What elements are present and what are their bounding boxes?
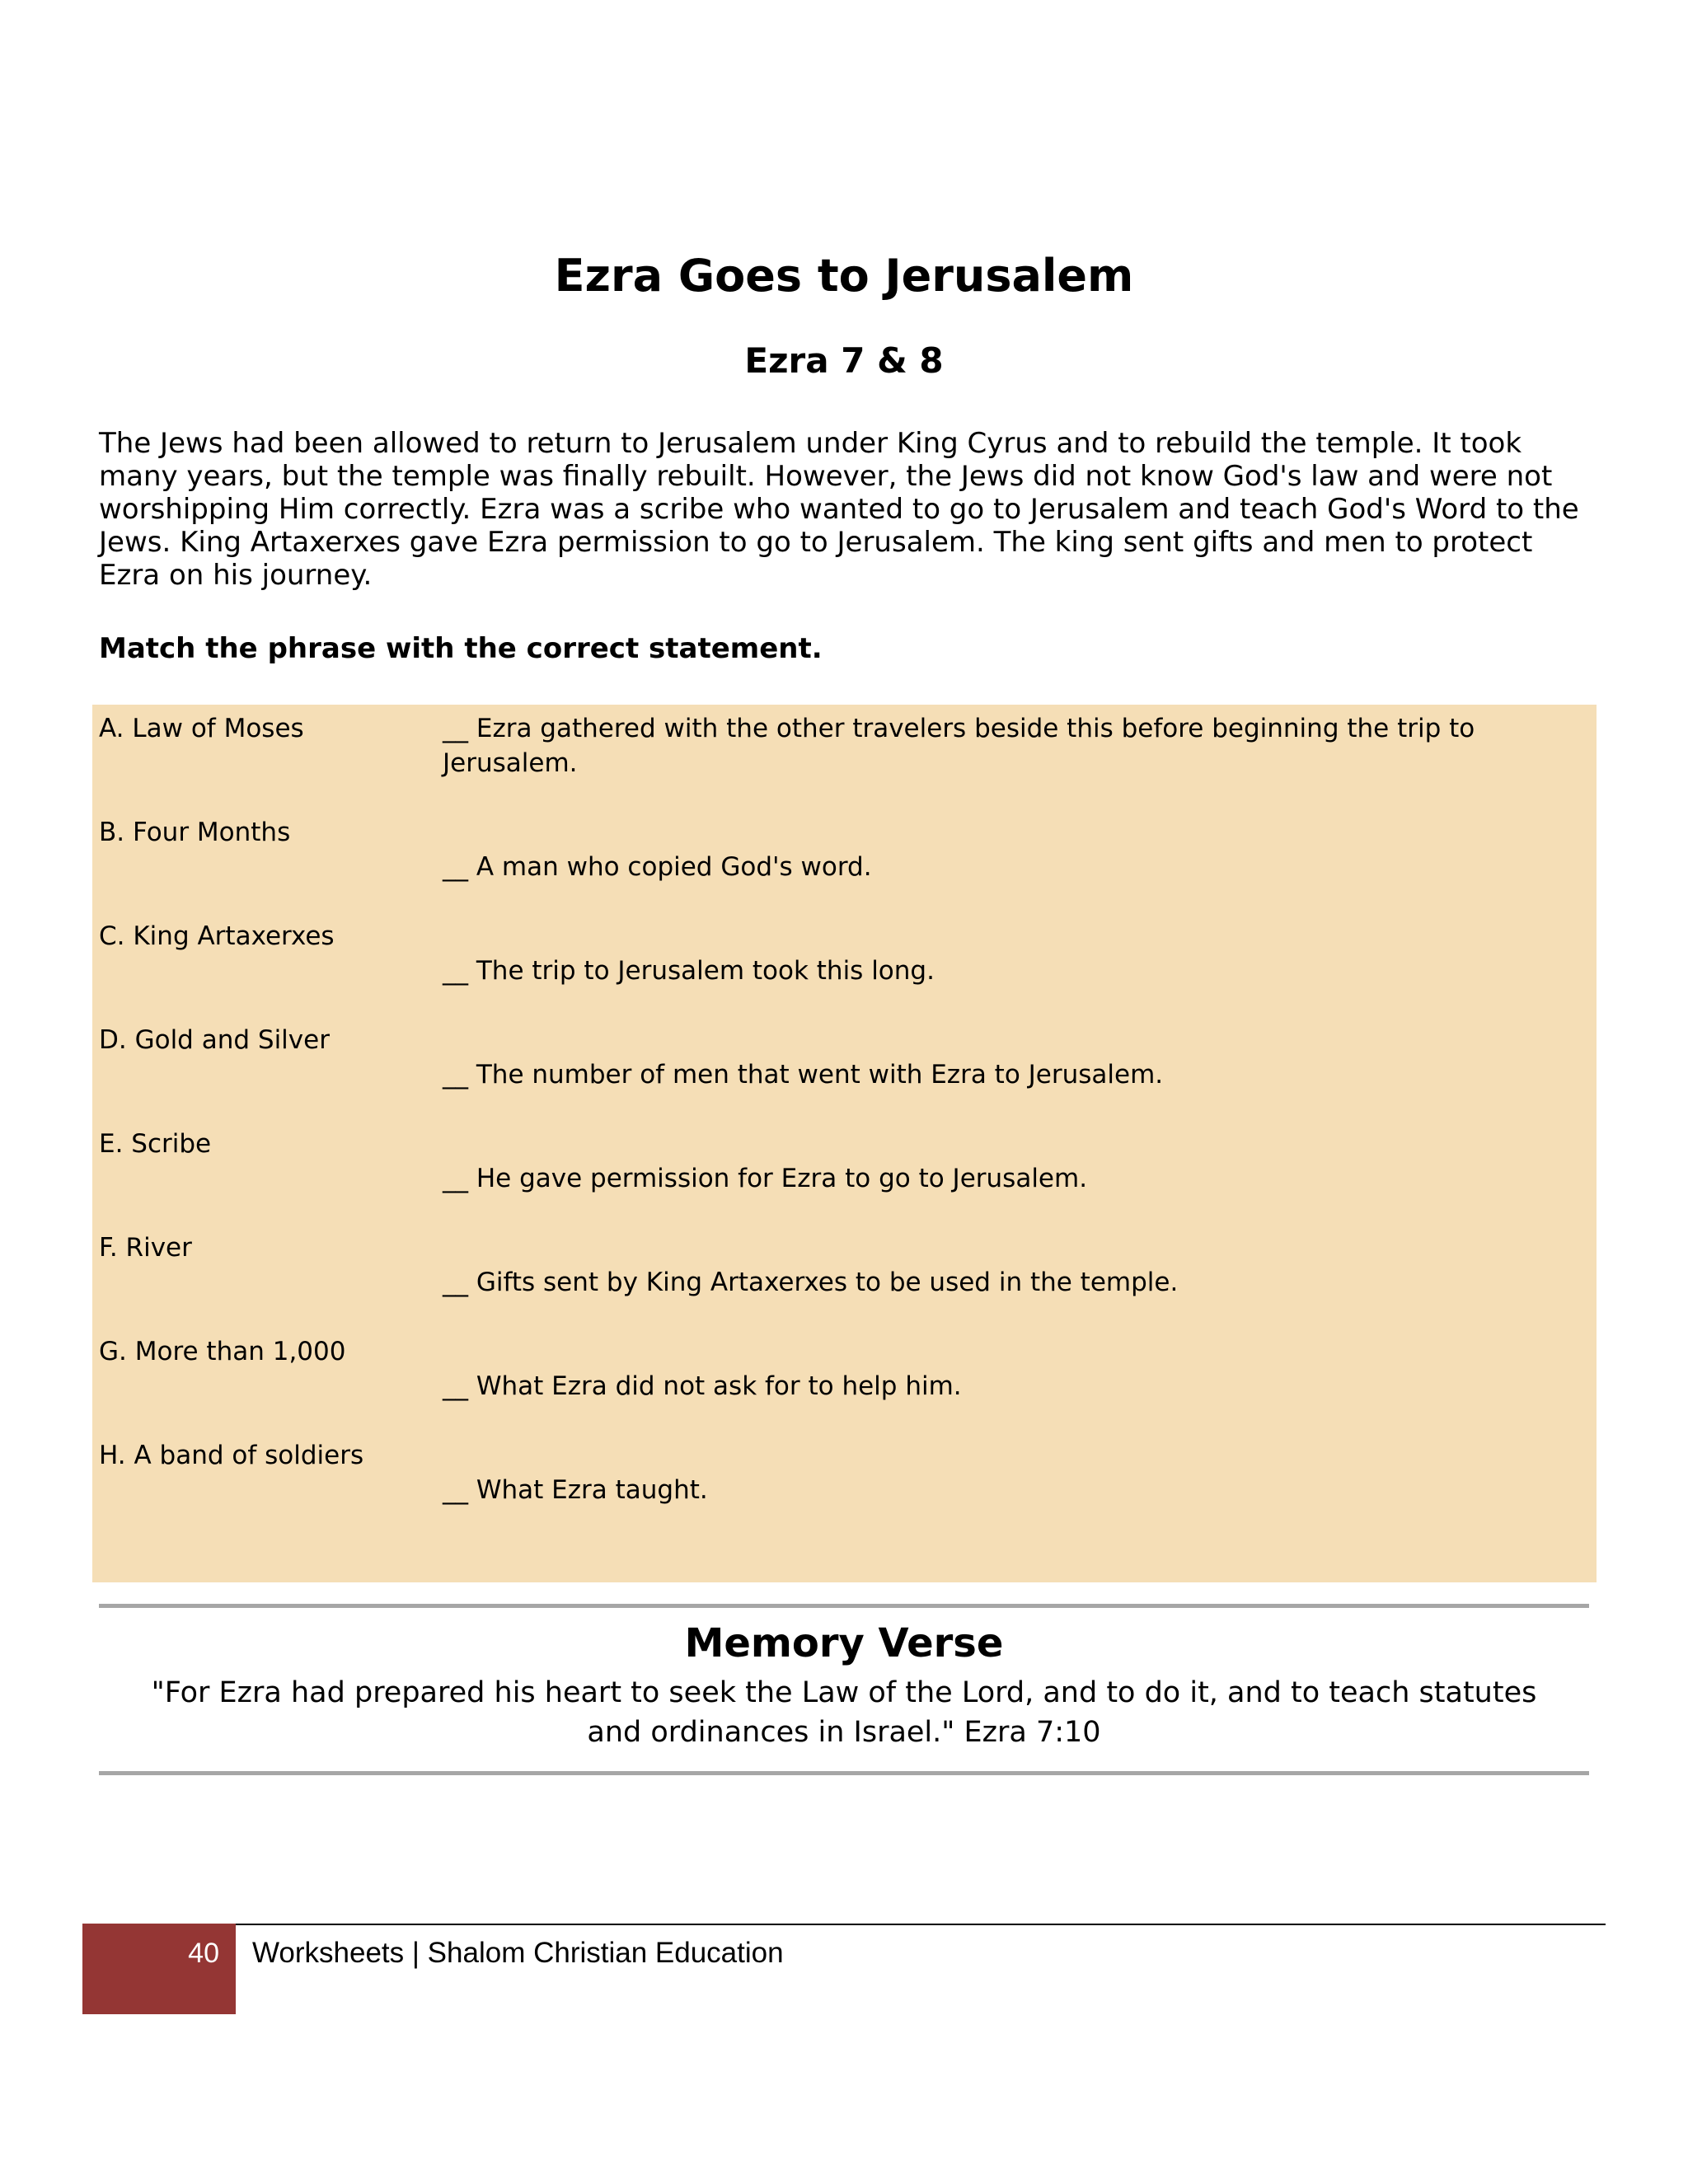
match-row: [92, 1328, 1597, 1432]
statement-item: __ The trip to Jerusalem took this long.: [443, 956, 935, 986]
match-row: [92, 1120, 1597, 1224]
footer-rule: [82, 1924, 1606, 1925]
phrase-item: H. A band of soldiers: [99, 1441, 364, 1470]
phrase-item: G. More than 1,000: [99, 1337, 346, 1366]
phrase-item: A. Law of Moses: [99, 714, 304, 743]
match-row: [92, 808, 1597, 912]
match-row: [92, 705, 1597, 808]
page-number: 40: [188, 1938, 219, 1969]
statement-item: __ Ezra gathered with the other travelers beside this before beginning the trip to Jerusalem.: [443, 714, 1475, 778]
phrase-item: E. Scribe: [99, 1129, 212, 1159]
divider-bottom: [99, 1771, 1589, 1775]
match-row: [92, 1016, 1597, 1120]
memory-verse-text: "For Ezra had prepared his heart to seek the Law of the Lord, and to do it, and to teach statutes and ordinances in Israel." Ezra 7:10: [151, 1676, 1537, 1749]
statement-item: __ He gave permission for Ezra to go to Jerusalem.: [443, 1164, 1088, 1193]
instruction-text: Match the phrase with the correct statement.: [99, 632, 823, 665]
page-number-box: [82, 1924, 236, 2014]
matching-section: [92, 705, 1597, 1582]
statement-item: __ The number of men that went with Ezra to Jerusalem.: [443, 1060, 1164, 1090]
memory-verse-heading: Memory Verse: [684, 1620, 1004, 1666]
intro-paragraph: The Jews had been allowed to return to Jerusalem under King Cyrus and to rebuild the temple. It took many years, but the temple was finally rebuilt. However, the Jews did not know God's law and were not worshipping Him correctly. Ezra was a scribe who wanted to go to Jerusalem and teach God's Word to the Jews. King Artaxerxes gave Ezra permission to go to Jerusalem. The king sent gifts and men to protect Ezra on his journey.: [99, 427, 1579, 592]
match-row: [92, 912, 1597, 1016]
footer-text: Worksheets | Shalom Christian Education: [252, 1937, 784, 1969]
scripture-reference: Ezra 7 & 8: [744, 340, 944, 381]
statement-item: __ A man who copied God's word.: [443, 852, 872, 882]
match-row: [92, 1224, 1597, 1328]
phrase-item: F. River: [99, 1233, 192, 1263]
phrase-item: C. King Artaxerxes: [99, 921, 335, 951]
page-title: Ezra Goes to Jerusalem: [554, 250, 1134, 302]
match-row: [92, 1432, 1597, 1535]
statement-item: __ What Ezra did not ask for to help him.: [443, 1371, 962, 1401]
divider-top: [99, 1604, 1589, 1608]
statement-item: __ What Ezra taught.: [443, 1475, 708, 1505]
phrase-item: D. Gold and Silver: [99, 1025, 330, 1055]
statement-item: __ Gifts sent by King Artaxerxes to be used in the temple.: [443, 1268, 1179, 1297]
phrase-item: B. Four Months: [99, 818, 291, 847]
